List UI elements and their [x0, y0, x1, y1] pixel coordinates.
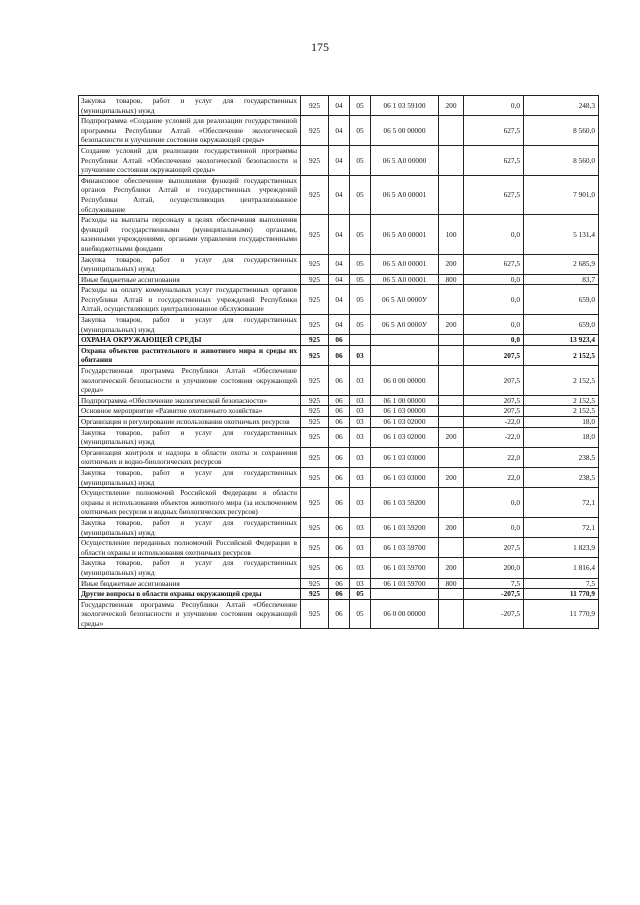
subsection-code-cell: 03 [350, 467, 371, 487]
target-article-cell: 06 0 00 00000 [371, 599, 439, 629]
expense-type-cell [439, 285, 464, 315]
subsection-code-cell: 05 [350, 599, 371, 629]
table-row [79, 406, 599, 417]
admin-code-cell: 925 [301, 116, 329, 146]
amount-change-cell: 0,0 [464, 315, 524, 335]
section-code-cell: 06 [329, 578, 350, 589]
expense-type-cell [439, 175, 464, 214]
row-name-cell: Закупка товаров, работ и услуг для государственных (муниципальных) нужд [79, 254, 301, 274]
amount-change-cell: 22,0 [464, 447, 524, 467]
amount-total-cell: 8 560,0 [524, 145, 599, 175]
amount-change-cell: 0,0 [464, 274, 524, 285]
amount-total-cell: 1 816,4 [524, 558, 599, 578]
section-code-cell: 06 [329, 538, 350, 558]
admin-code-cell: 925 [301, 366, 329, 396]
expense-type-cell [439, 335, 464, 346]
table-row [79, 558, 599, 578]
amount-total-cell: 2 685,9 [524, 254, 599, 274]
table-row [79, 315, 599, 335]
section-code-cell: 06 [329, 589, 350, 600]
amount-change-cell: 627,5 [464, 175, 524, 214]
table-row [79, 589, 599, 600]
amount-total-cell: 7,5 [524, 578, 599, 589]
target-article-cell: 06 1 03 02000 [371, 417, 439, 428]
admin-code-cell: 925 [301, 447, 329, 467]
subsection-code-cell: 05 [350, 116, 371, 146]
row-name-cell: Закупка товаров, работ и услуг для государственных (муниципальных) нужд [79, 427, 301, 447]
amount-total-cell: 18,0 [524, 427, 599, 447]
subsection-code-cell: 05 [350, 145, 371, 175]
target-article-cell: 06 1 03 59700 [371, 558, 439, 578]
section-code-cell: 04 [329, 315, 350, 335]
amount-change-cell: 207,5 [464, 406, 524, 417]
expense-type-cell [439, 488, 464, 518]
admin-code-cell: 925 [301, 467, 329, 487]
section-code-cell: 06 [329, 558, 350, 578]
amount-total-cell: 659,0 [524, 285, 599, 315]
target-article-cell: 06 0 00 00000 [371, 366, 439, 396]
expense-type-cell [439, 406, 464, 417]
row-name-cell: Закупка товаров, работ и услуг для государственных (муниципальных) нужд [79, 517, 301, 537]
table-row [79, 578, 599, 589]
amount-change-cell: 207,5 [464, 395, 524, 406]
row-name-cell: Основное мероприятие «Развитие охотничьего хозяйства» [79, 406, 301, 417]
row-name-cell: Организация контроля и надзора в области охоты и сохранения охотничьих и водно-биологических ресурсов [79, 447, 301, 467]
table-row [79, 447, 599, 467]
row-name-cell: ОХРАНА ОКРУЖАЮЩЕЙ СРЕДЫ [79, 335, 301, 346]
amount-total-cell: 18,0 [524, 417, 599, 428]
table-row [79, 467, 599, 487]
row-name-cell: Закупка товаров, работ и услуг для государственных (муниципальных) нужд [79, 96, 301, 116]
section-code-cell: 06 [329, 427, 350, 447]
admin-code-cell: 925 [301, 427, 329, 447]
target-article-cell: 06 1 03 03000 [371, 447, 439, 467]
expense-type-cell [439, 538, 464, 558]
row-name-cell: Расходы на выплаты персоналу в целях обеспечения выполнения функций государственными (муниципальными) органами, казенными учреждениями, органами управления государственными внебюджетными фондами [79, 215, 301, 254]
amount-change-cell: 207,5 [464, 366, 524, 396]
amount-total-cell: 2 152,5 [524, 395, 599, 406]
target-article-cell [371, 589, 439, 600]
table-row [79, 274, 599, 285]
subsection-code-cell: 03 [350, 366, 371, 396]
amount-total-cell: 659,0 [524, 315, 599, 335]
amount-total-cell: 11 770,9 [524, 589, 599, 600]
section-code-cell: 06 [329, 488, 350, 518]
expense-type-cell: 200 [439, 315, 464, 335]
expense-type-cell [439, 589, 464, 600]
amount-total-cell: 72,1 [524, 488, 599, 518]
admin-code-cell: 925 [301, 274, 329, 285]
row-name-cell: Государственная программа Республики Алтай «Обеспечение экологической безопасности и улучшение состояния окружающей среды» [79, 599, 301, 629]
expense-type-cell [439, 599, 464, 629]
expense-type-cell: 200 [439, 427, 464, 447]
section-code-cell: 06 [329, 335, 350, 346]
amount-change-cell: 0,0 [464, 285, 524, 315]
expense-type-cell [439, 447, 464, 467]
amount-total-cell: 11 770,9 [524, 599, 599, 629]
row-name-cell: Охрана объектов растительного и животного мира и среды их обитания [79, 345, 301, 365]
row-name-cell: Осуществление полномочий Российской Федерации в области охраны и использования объектов животного мира (за исключением охотничьих ресурсов и водных биологических ресурсов) [79, 488, 301, 518]
subsection-code-cell: 03 [350, 517, 371, 537]
amount-total-cell: 7 901,0 [524, 175, 599, 214]
amount-change-cell: 0,0 [464, 335, 524, 346]
table-row [79, 427, 599, 447]
expense-type-cell: 800 [439, 578, 464, 589]
row-name-cell: Иные бюджетные ассигнования [79, 578, 301, 589]
section-code-cell: 06 [329, 345, 350, 365]
subsection-code-cell: 05 [350, 589, 371, 600]
admin-code-cell: 925 [301, 417, 329, 428]
subsection-code-cell: 05 [350, 96, 371, 116]
amount-total-cell: 5 131,4 [524, 215, 599, 254]
subsection-code-cell: 05 [350, 315, 371, 335]
table-row [79, 417, 599, 428]
amount-total-cell: 238,5 [524, 467, 599, 487]
subsection-code-cell: 03 [350, 558, 371, 578]
subsection-code-cell: 03 [350, 406, 371, 417]
target-article-cell [371, 345, 439, 365]
row-name-cell: Организация и регулирование использования охотничьих ресурсов [79, 417, 301, 428]
admin-code-cell: 925 [301, 254, 329, 274]
subsection-code-cell: 05 [350, 274, 371, 285]
expense-type-cell: 200 [439, 96, 464, 116]
admin-code-cell: 925 [301, 578, 329, 589]
admin-code-cell: 925 [301, 599, 329, 629]
target-article-cell: 06 1 03 59200 [371, 517, 439, 537]
admin-code-cell: 925 [301, 558, 329, 578]
row-name-cell: Иные бюджетные ассигнования [79, 274, 301, 285]
admin-code-cell: 925 [301, 517, 329, 537]
table-row [79, 599, 599, 629]
subsection-code-cell: 05 [350, 285, 371, 315]
table-row [79, 215, 599, 254]
target-article-cell: 06 1 03 59100 [371, 96, 439, 116]
table-row [79, 538, 599, 558]
table-row [79, 254, 599, 274]
amount-change-cell: 207,5 [464, 345, 524, 365]
expense-type-cell: 200 [439, 517, 464, 537]
subsection-code-cell: 05 [350, 254, 371, 274]
admin-code-cell: 925 [301, 215, 329, 254]
admin-code-cell: 925 [301, 589, 329, 600]
amount-change-cell: 7,5 [464, 578, 524, 589]
subsection-code-cell: 05 [350, 215, 371, 254]
row-name-cell: Закупка товаров, работ и услуг для государственных (муниципальных) нужд [79, 558, 301, 578]
amount-change-cell: 0,0 [464, 96, 524, 116]
admin-code-cell: 925 [301, 395, 329, 406]
target-article-cell: 06 5 00 00000 [371, 116, 439, 146]
section-code-cell: 06 [329, 366, 350, 396]
target-article-cell: 06 1 03 59700 [371, 538, 439, 558]
admin-code-cell: 925 [301, 345, 329, 365]
amount-total-cell: 2 152,5 [524, 366, 599, 396]
subsection-code-cell: 03 [350, 447, 371, 467]
table-row [79, 395, 599, 406]
expense-type-cell: 800 [439, 274, 464, 285]
target-article-cell: 06 1 03 59700 [371, 578, 439, 589]
target-article-cell: 06 5 А0 00000 [371, 145, 439, 175]
admin-code-cell: 925 [301, 175, 329, 214]
expense-type-cell [439, 345, 464, 365]
subsection-code-cell: 03 [350, 427, 371, 447]
amount-change-cell: 627,5 [464, 116, 524, 146]
admin-code-cell: 925 [301, 145, 329, 175]
section-code-cell: 04 [329, 285, 350, 315]
subsection-code-cell: 03 [350, 345, 371, 365]
admin-code-cell: 925 [301, 335, 329, 346]
amount-total-cell: 2 152,5 [524, 406, 599, 417]
section-code-cell: 06 [329, 517, 350, 537]
table-row [79, 285, 599, 315]
amount-change-cell: 200,0 [464, 558, 524, 578]
table-row [79, 145, 599, 175]
expense-type-cell [439, 145, 464, 175]
expense-type-cell: 100 [439, 215, 464, 254]
target-article-cell: 06 1 03 02000 [371, 427, 439, 447]
table-row [79, 517, 599, 537]
expense-type-cell [439, 116, 464, 146]
page-number: 175 [311, 40, 329, 54]
target-article-cell: 06 1 03 59200 [371, 488, 439, 518]
target-article-cell: 06 1 03 03000 [371, 467, 439, 487]
subsection-code-cell: 03 [350, 538, 371, 558]
expense-type-cell: 200 [439, 467, 464, 487]
amount-change-cell: 627,5 [464, 254, 524, 274]
budget-table-body [79, 96, 599, 629]
table-row [79, 116, 599, 146]
expense-type-cell [439, 395, 464, 406]
target-article-cell: 06 5 А0 00001 [371, 175, 439, 214]
section-code-cell: 04 [329, 175, 350, 214]
subsection-code-cell: 03 [350, 417, 371, 428]
amount-total-cell: 83,7 [524, 274, 599, 285]
amount-total-cell: 8 560,0 [524, 116, 599, 146]
table-row [79, 335, 599, 346]
target-article-cell [371, 335, 439, 346]
amount-total-cell: 13 923,4 [524, 335, 599, 346]
expense-type-cell: 200 [439, 254, 464, 274]
admin-code-cell: 925 [301, 488, 329, 518]
table-row [79, 345, 599, 365]
amount-total-cell: 1 823,9 [524, 538, 599, 558]
row-name-cell: Подпрограмма «Обеспечение экологической безопасности» [79, 395, 301, 406]
admin-code-cell: 925 [301, 406, 329, 417]
section-code-cell: 06 [329, 406, 350, 417]
row-name-cell: Другие вопросы в области охраны окружающей среды [79, 589, 301, 600]
section-code-cell: 06 [329, 395, 350, 406]
table-row [79, 366, 599, 396]
target-article-cell: 06 5 А0 0000У [371, 285, 439, 315]
subsection-code-cell [350, 335, 371, 346]
table-row [79, 175, 599, 214]
section-code-cell: 04 [329, 254, 350, 274]
target-article-cell: 06 1 00 00000 [371, 395, 439, 406]
target-article-cell: 06 5 А0 00001 [371, 274, 439, 285]
amount-change-cell: 22,0 [464, 467, 524, 487]
subsection-code-cell: 05 [350, 175, 371, 214]
row-name-cell: Подпрограмма «Создание условий для реализации государственной программы Республики Алтай «Обеспечение экологической безопасности и улучшение состояния окружающей среды» [79, 116, 301, 146]
target-article-cell: 06 1 03 00000 [371, 406, 439, 417]
expense-type-cell: 200 [439, 558, 464, 578]
section-code-cell: 06 [329, 417, 350, 428]
admin-code-cell: 925 [301, 285, 329, 315]
section-code-cell: 04 [329, 145, 350, 175]
amount-change-cell: 0,0 [464, 215, 524, 254]
subsection-code-cell: 03 [350, 578, 371, 589]
section-code-cell: 04 [329, 96, 350, 116]
table-row [79, 96, 599, 116]
amount-change-cell: 0,0 [464, 517, 524, 537]
admin-code-cell: 925 [301, 96, 329, 116]
amount-change-cell: 0,0 [464, 488, 524, 518]
section-code-cell: 04 [329, 274, 350, 285]
expense-type-cell [439, 417, 464, 428]
subsection-code-cell: 03 [350, 395, 371, 406]
target-article-cell: 06 5 А0 0000У [371, 315, 439, 335]
admin-code-cell: 925 [301, 538, 329, 558]
row-name-cell: Расходы на оплату коммунальных услуг государственных органов Республики Алтай и государственных учреждений Республики Алтай, осуществляющих централизованное обслуживание [79, 285, 301, 315]
amount-change-cell: -22,0 [464, 417, 524, 428]
section-code-cell: 06 [329, 599, 350, 629]
target-article-cell: 06 5 А0 00001 [371, 254, 439, 274]
amount-change-cell: 207,5 [464, 538, 524, 558]
row-name-cell: Закупка товаров, работ и услуг для государственных (муниципальных) нужд [79, 315, 301, 335]
amount-change-cell: -207,5 [464, 599, 524, 629]
section-code-cell: 04 [329, 116, 350, 146]
table-row [79, 488, 599, 518]
admin-code-cell: 925 [301, 315, 329, 335]
expense-type-cell [439, 366, 464, 396]
amount-change-cell: -207,5 [464, 589, 524, 600]
row-name-cell: Финансовое обеспечение выполнения функций государственных органов Республики Алтай и государственных учреждений Республики Алтай, осуществляющих централизованное обслуживание [79, 175, 301, 214]
amount-change-cell: -22,0 [464, 427, 524, 447]
section-code-cell: 04 [329, 215, 350, 254]
section-code-cell: 06 [329, 447, 350, 467]
row-name-cell: Закупка товаров, работ и услуг для государственных (муниципальных) нужд [79, 467, 301, 487]
budget-table [78, 95, 599, 629]
amount-total-cell: 238,5 [524, 447, 599, 467]
row-name-cell: Государственная программа Республики Алтай «Обеспечение экологической безопасности и улучшение состояния окружающей среды» [79, 366, 301, 396]
subsection-code-cell: 03 [350, 488, 371, 518]
amount-change-cell: 627,5 [464, 145, 524, 175]
section-code-cell: 06 [329, 467, 350, 487]
row-name-cell: Создание условий для реализации государственной программы Республики Алтай «Обеспечение экологической безопасности и улучшение состояния окружающей среды» [79, 145, 301, 175]
target-article-cell: 06 5 А0 00001 [371, 215, 439, 254]
amount-total-cell: 72,1 [524, 517, 599, 537]
amount-total-cell: 2 152,5 [524, 345, 599, 365]
amount-total-cell: 248,3 [524, 96, 599, 116]
row-name-cell: Осуществление переданных полномочий Российской Федерации в области охраны и использования охотничьих ресурсов [79, 538, 301, 558]
